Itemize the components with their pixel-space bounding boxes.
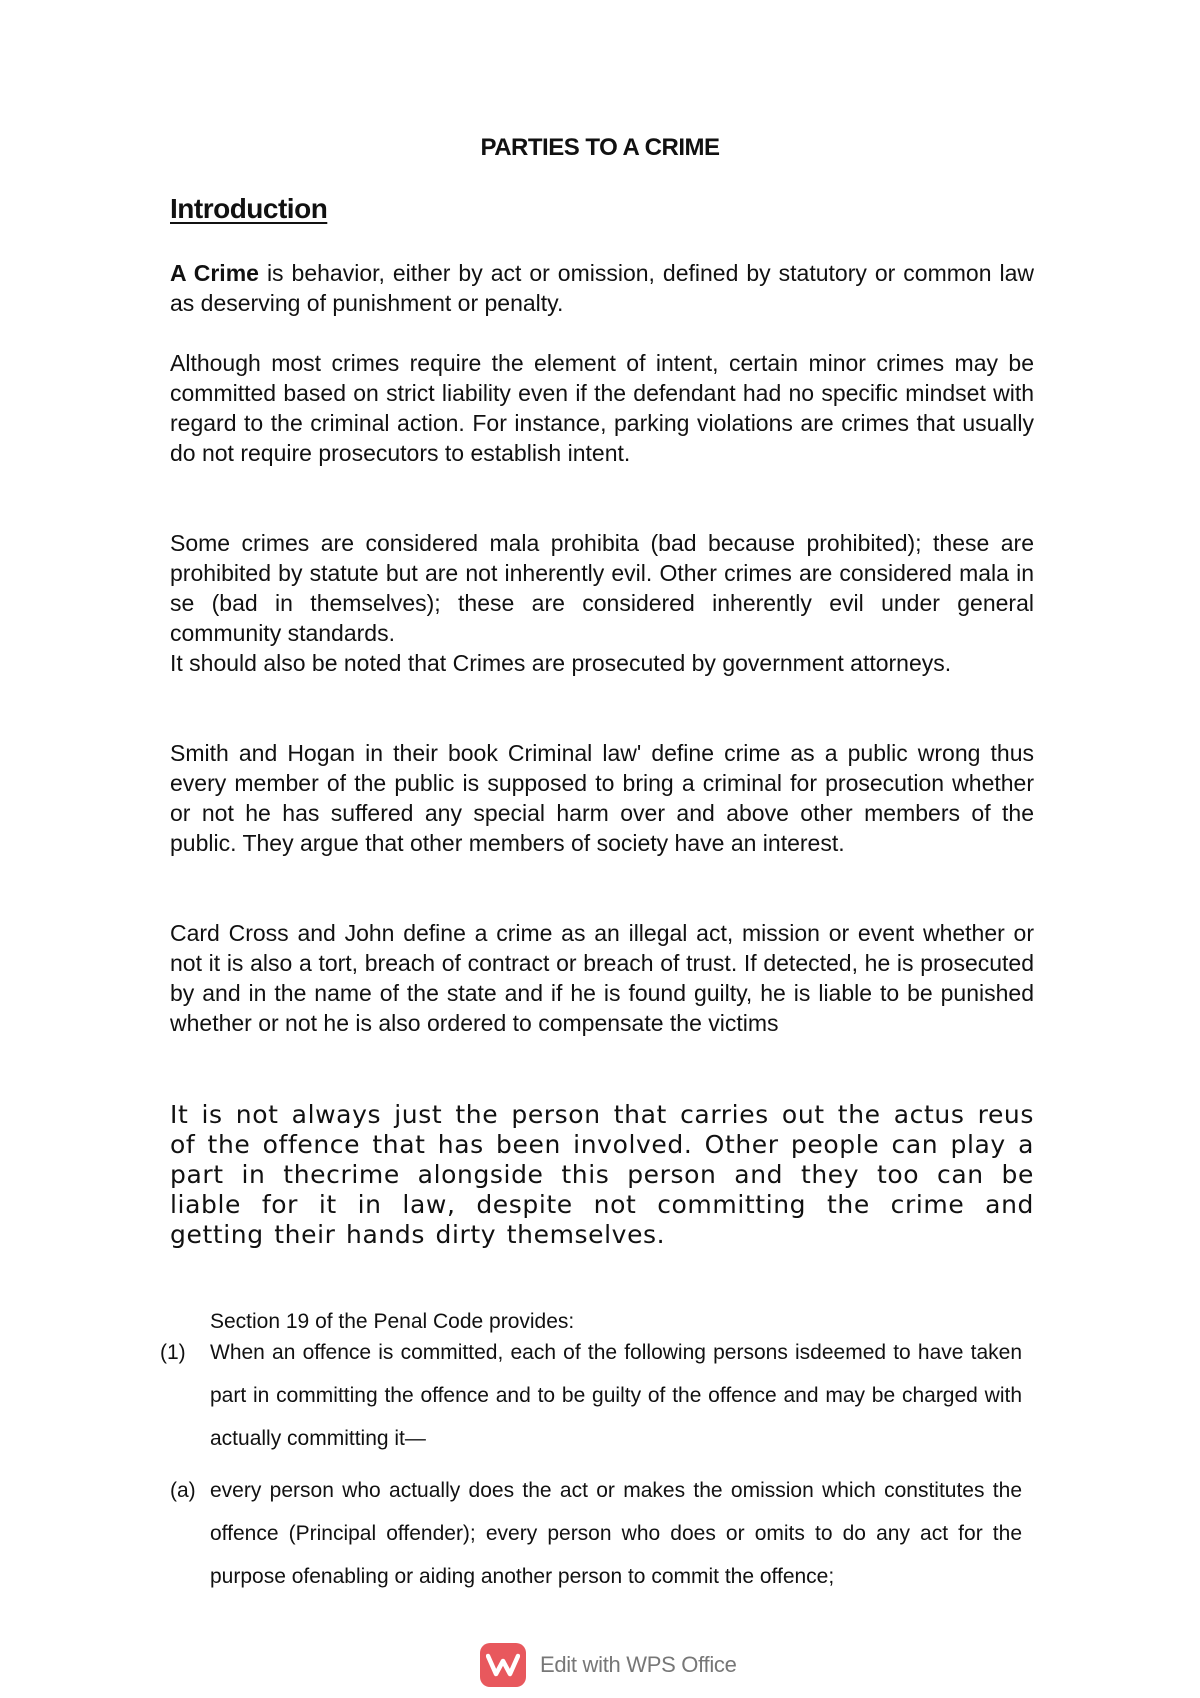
clause-a-marker: (a) bbox=[170, 1479, 196, 1502]
wps-logo-icon bbox=[480, 1643, 526, 1687]
clause-a bbox=[160, 1469, 1022, 1598]
crime-definition-text: is behavior, either by act or omission, defined by statutory or common law as deserving of punishment or penalty. bbox=[170, 260, 1034, 316]
wps-edit-label[interactable]: Edit with WPS Office bbox=[540, 1652, 737, 1677]
clause-1 bbox=[160, 1331, 1022, 1460]
paragraph-intent: Although most crimes require the element of intent, certain minor crimes may be committed based on strict liability even if the defendant had no specific mindset with regard to the criminal action. For instance, parking violations are crimes that usually do not require prosecutors to establish intent. bbox=[170, 350, 1034, 466]
section-heading-introduction: Introduction bbox=[170, 193, 328, 224]
section-19-intro: Section 19 of the Penal Code provides: bbox=[210, 1310, 575, 1333]
paragraph-smith-hogan: Smith and Hogan in their book Criminal law' define crime as a public wrong thus every member of the public is supposed to bring a criminal for prosecution whether or not he has suffered any special harm over and above other members of the public. They argue that other members of society have an interest. bbox=[170, 740, 1034, 856]
paragraph-cross-john: Card Cross and John define a crime as an illegal act, mission or event whether or not it is also a tort, breach of contract or breach of trust. If detected, he is prosecuted by and in the name of the state and if he is found guilty, he is liable to be punished whether or not he is also ordered to compensate the victims bbox=[170, 920, 1034, 1036]
clause-1-text: When an offence is committed, each of the following persons isdeemed to have taken part in committing the offence and to be guilty of the offence and may be charged with actually committing it— bbox=[210, 1341, 1022, 1450]
clause-1-marker: (1) bbox=[160, 1341, 186, 1364]
crime-term: A Crime bbox=[170, 260, 259, 286]
paragraph-crime-definition bbox=[170, 258, 1034, 318]
paragraph-mala-prohibita: Some crimes are considered mala prohibita (bad because prohibited); these are prohibited by statute but are not inherently evil. Other crimes are considered mala in se (bad in themselves); these are considered inherently evil under general community standards. bbox=[170, 530, 1034, 646]
paragraph-prosecution: It should also be noted that Crimes are prosecuted by government attorneys. bbox=[170, 650, 952, 676]
document-title: PARTIES TO A CRIME bbox=[480, 134, 720, 161]
wps-edit-watermark[interactable] bbox=[480, 1643, 737, 1687]
paragraph-parties-involvement: It is not always just the person that carries out the actus reus of the offence that has been involved. Other people can play a part in thecrime alongside this person and they too can be liable for it in law, despite not committing the crime and getting their hands dirty themselves. bbox=[170, 1100, 1034, 1249]
clause-a-text: every person who actually does the act or makes the omission which constitutes the offence (Principal offender); every person who does or omits to do any act for the purpose ofenabling or aiding another person to commit the offence; bbox=[210, 1479, 1022, 1588]
